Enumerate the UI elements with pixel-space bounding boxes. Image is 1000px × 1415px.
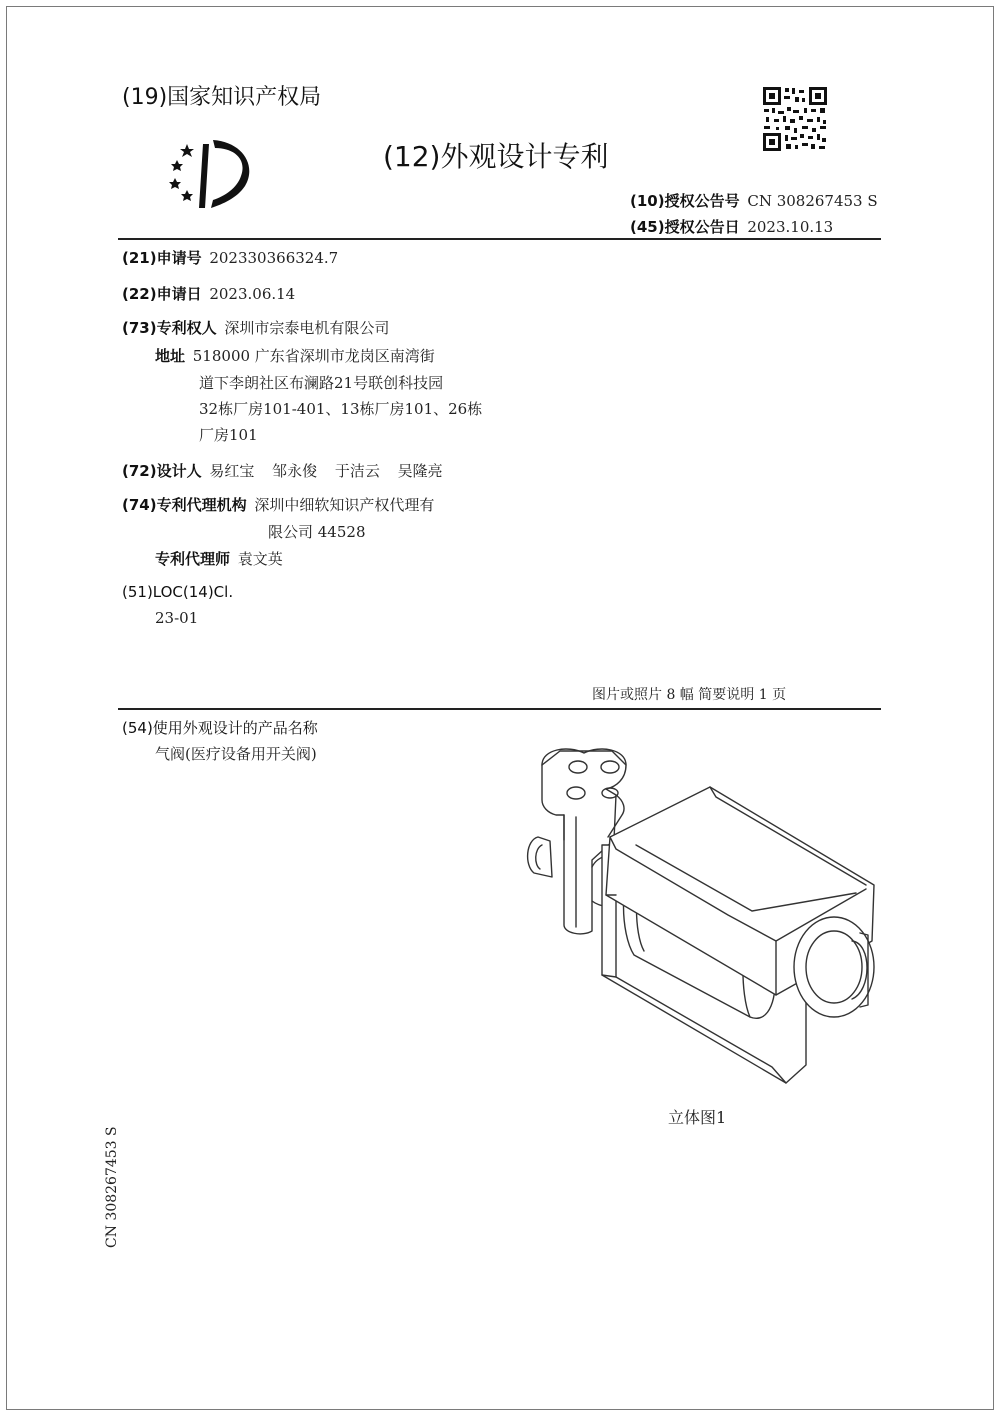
patentee-value: 深圳市宗泰电机有限公司 (224, 319, 390, 337)
designers (122, 460, 443, 481)
address-line-2: 道下李朗社区布澜路21号联创科技园 (199, 374, 444, 392)
application-date (122, 283, 295, 304)
address-line-4: 厂房101 (199, 426, 258, 444)
designer-name: 于洁云 (334, 462, 380, 480)
publication-number-label: (10)授权公告号 (630, 192, 740, 210)
loc-classification-value: 23-01 (155, 609, 199, 627)
agent-value: 袁文英 (237, 550, 283, 568)
publication-date-value: 2023.10.13 (747, 218, 834, 236)
authority-title: (19)国家知识产权局 (122, 85, 322, 110)
address-line-1: 518000 广东省深圳市龙岗区南湾街 (192, 347, 435, 365)
agency-line-1: 深圳中细软知识产权代理有 (254, 496, 435, 514)
figure-caption: 立体图1 (668, 1108, 727, 1127)
application-number (122, 247, 338, 268)
designer-name: 易红宝 (209, 462, 255, 480)
application-number-label: (21)申请号 (122, 249, 202, 267)
publication-number (630, 190, 878, 211)
document-type-title: (12)外观设计专利 (383, 140, 609, 173)
agent-label: 专利代理师 (155, 550, 231, 568)
publication-number-value: CN 308267453 S (747, 192, 878, 210)
address-label: 地址 (155, 347, 186, 365)
agency (122, 494, 434, 515)
designers-label: (72)设计人 (122, 462, 202, 480)
side-publication-number: CN 308267453 S (104, 1126, 120, 1248)
application-number-value: 202330366324.7 (209, 249, 339, 267)
application-date-label: (22)申请日 (122, 285, 202, 303)
qr-code (762, 86, 828, 152)
designer-name: 邹永俊 (272, 462, 318, 480)
agency-line-2: 限公司 44528 (268, 523, 366, 541)
product-name-value: 气阀(医疗设备用开关阀) (155, 745, 317, 763)
patentee-label: (73)专利权人 (122, 319, 217, 337)
publication-date (630, 216, 833, 237)
patentee (122, 317, 389, 338)
figure-count-summary: 图片或照片 8 幅 简要说明 1 页 (592, 687, 787, 703)
agency-label: (74)专利代理机构 (122, 496, 247, 514)
divider-top (118, 238, 881, 240)
valve-perspective-drawing (516, 745, 888, 1085)
address-line-3: 32栋厂房101-401、13栋厂房101、26栋 (199, 400, 483, 418)
designer-name: 吴隆亮 (397, 462, 443, 480)
address (155, 345, 435, 366)
publication-date-label: (45)授权公告日 (630, 218, 740, 236)
loc-classification-label: (51)LOC(14)Cl. (122, 583, 234, 601)
cnipa-logo (165, 138, 257, 210)
agent (155, 548, 283, 569)
divider-bottom (118, 708, 881, 710)
product-name-label: (54)使用外观设计的产品名称 (122, 719, 318, 737)
application-date-value: 2023.06.14 (209, 285, 296, 303)
